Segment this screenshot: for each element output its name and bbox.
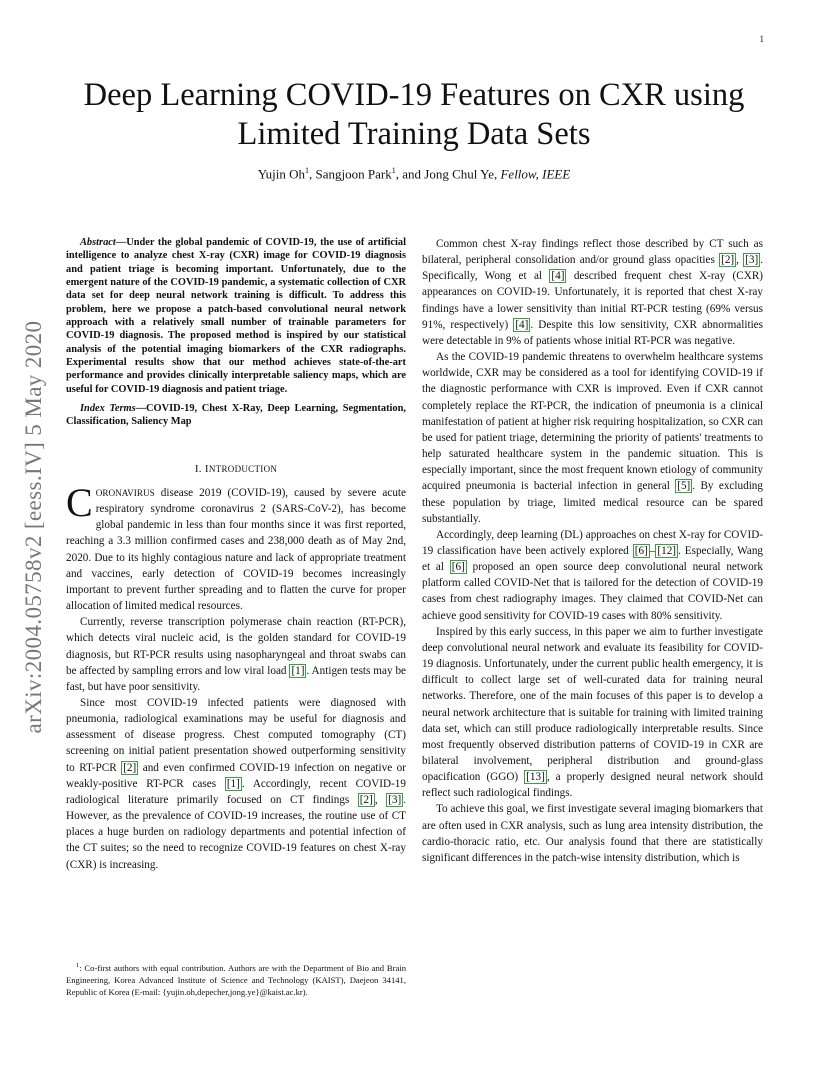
citation-link[interactable]: [1] (226, 777, 240, 790)
index-terms-label: Index Terms (80, 403, 136, 415)
body-paragraph-5: To achieve this goal, we first investigate several imaging biomarkers that are often used in CXR analysis, such as lung area intensity distribution, the cardio-thoracic ratio, etc. Our analysis found that there are statistically significant differences in the patch-wise intensity distribution, which is (422, 803, 763, 864)
index-terms-text: —COVID-19, Chest X-Ray, Deep Learning, Segmentation, Classification, Saliency Map (66, 403, 406, 428)
page-number: 1 (759, 34, 764, 44)
citation-link[interactable]: [2] (721, 254, 735, 267)
paper-title-line-1: Deep Learning COVID-19 Features on CXR using (83, 77, 745, 113)
citation-link[interactable]: [6] (634, 544, 648, 557)
citation-link[interactable]: [1] (291, 664, 305, 677)
left-column (66, 236, 406, 873)
body-paragraph-1: Common chest X-ray findings reflect those described by CT such as bilateral, peripheral consolidation and/or ground glass opacities [2] , [3] . Specifically, Wong et al [4] described frequent chest X-ray (CXR) appearances on COVID-19. Unfortunately, it is reported that chest X-ray findings have a lower sensitivity than initial RT-PCR testing (69% versus 91%, respectively) [4] . Despite this low sensitivity, CXR abnormalities were detectable in 9% of patients whose initial RT-PCR was negative. (422, 238, 764, 347)
citation-link[interactable]: [2] (359, 793, 373, 806)
citation-link[interactable]: [3] (388, 793, 402, 806)
citation-link[interactable]: [5] (677, 480, 691, 493)
abstract (66, 236, 406, 396)
citation-link[interactable]: [4] (515, 318, 529, 331)
arxiv-stamp-text: arXiv:2004.05758v2 [eess.IV] 5 May 2020 (21, 320, 46, 734)
author-line (40, 166, 788, 182)
citation-link[interactable]: [13] (526, 771, 545, 784)
intro-paragraph-1: CORONAVIRUS disease 2019 (COVID-19), caused by severe acute respiratory syndrome coronavirus 2 (SARS-CoV-2), has become global pandemic in less than four months since it was first reported, reaching a 3.3 million confirmed cases and 238,000 death as of May 2nd, 2020. Due to its highly contagious nature and lack of appropriate treatment and vaccines, early detection of COVID-19 becomes increasingly important to prevent further spreading and to flatten the curve for proper allocation of limited medical resources. (66, 479, 406, 613)
abstract-text: —Under the global pandemic of COVID-19, the use of artificial intelligence to analyze chest X-ray (CXR) image for COVID-19 diagnosis and patient triage is becoming important. Unfortunately, due to the emergent nature of the COVID-19 pandemic, a systematic collection of CXR data set for deep neural network training is difficult. To address this problem, here we propose a patch-based convolutional neural network approach with a relatively small number of trainable parameters for COVID-19 diagnosis. The proposed method is inspired by our statistical analysis of the potential imaging biomarkers of the CXR radiographs. Experimental results show that our method achieves state-of-the-art performance and provides clinically interpretable saliency maps, which are useful for COVID-19 diagnosis and patient triage. (66, 237, 406, 395)
citation-link[interactable]: [3] (745, 254, 759, 267)
abstract-label: Abstract (80, 237, 116, 248)
paper-title (40, 76, 788, 154)
author-1: Yujin Oh (257, 166, 306, 182)
citation-link[interactable]: [4] (551, 270, 565, 283)
author-2: , Sangjoon Park (309, 166, 392, 182)
citation-link[interactable]: [6] (451, 561, 465, 574)
intro-paragraph-2: Currently, reverse transcription polymerase chain reaction (RT-PCR), which detects viral nucleic acid, is the golden standard for COVID-19 diagnosis, but RT-PCR results using nasopharyngeal and throat swabs can be affected by sampling errors and low viral load [1] . Antigen tests may be fast, but have poor sensitivity. (66, 616, 406, 693)
author-1-affiliation: 1 (305, 166, 310, 175)
arxiv-stamp (14, 282, 54, 772)
section-heading-introduction: I. INTRODUCTION (194, 462, 278, 475)
footnote-text: $^1$: Co-first authors with equal contribution. Authors are with the Department of Bio and Brain Engineering, Korea Advanced Institute of Science and Technology (KAIST), Daejeon 34141, Republic of Korea (E-mail: {yujin.oh,depecher,jong.ye}@kaist.ac.kr). (66, 962, 406, 997)
author-3: , and Jong Chul Ye, (395, 166, 501, 182)
right-column (422, 236, 763, 866)
body-paragraph-4: Inspired by this early success, in this paper we aim to further investigate deep convolutional neural network and evaluate its feasibility for COVID-19 diagnosis. Unfortunately, under the current public health emergency, it is difficult to collect large set of well-curated data for training neural networks. Therefore, one of the main focuses of this paper is to develop a neural network architecture that is suitable for training with limited training data set, which can still produce radiologically interpretable results. Since most frequently observed distribution patterns of COVID-19 in CXR are bilateral involvement, peripheral distribution and ground-glass opacification (GGO) [13] , a properly designed neural network should reflect such radiological findings. (422, 625, 763, 800)
intro-paragraph-3: Since most COVID-19 infected patients were diagnosed with pneumonia, radiological examinations may be useful for diagnosis and assessment of disease progress. Chest computed tomography (CT) screening on initial patient presentation showed outperforming sensitivity to RT-PCR [2] and even confirmed COVID-19 infection on negative or weakly-positive RT-PCR cases [1] . Accordingly, recent COVID-19 radiological literature primarily focused on CT findings [2] , [3] . However, as the prevalence of COVID-19 increases, the routine use of CT places a huge burden on radiology departments and potential infection of the CT suites; so the need to recognize COVID-19 features on chest X-ray (CXR) is increasing. (66, 697, 407, 871)
author-3-title: Fellow, IEEE (500, 166, 571, 182)
author-2-affiliation: 1 (391, 166, 396, 175)
body-paragraph-2: As the COVID-19 pandemic threatens to overwhelm healthcare systems worldwide, CXR may be considered as a tool for identifying COVID-19 if the diagnostic performance with CXR is improved. Even if CXR cannot completely replace the RT-PCR, the indication of pneumonia is a clinical manifestation of patient at higher risk requiring hospitalization, so CXR can be used for patient triage, determining the priority of patients' treatments to help saturated healthcare system in the pandemic situation. This is especially important, since the most frequent known etiology of community acquired pneumonia is bacterial infection in general [5] . By excluding these population by triage, limited medical resource can be spared substantially. (422, 351, 763, 525)
body-paragraph-3: Accordingly, deep learning (DL) approaches on chest X-ray for COVID-19 classification have been actively explored [6] – [12] . Especially, Wang et al [6] proposed an open source deep convolutional neural network platform called COVID-Net that is tailored for the detection of COVID-19 cases from chest radiography images. They claimed that COVID-Net can achieve good sensitivity for COVID-19 cases with 80% sensitivity. (422, 528, 764, 622)
index-terms (66, 402, 406, 429)
citation-link[interactable]: [12] (657, 544, 677, 557)
citation-link[interactable]: [2] (123, 761, 137, 774)
footnote (66, 960, 406, 999)
paper-title-line-2: Limited Training Data Sets (237, 116, 591, 152)
drop-cap: C (66, 479, 93, 525)
